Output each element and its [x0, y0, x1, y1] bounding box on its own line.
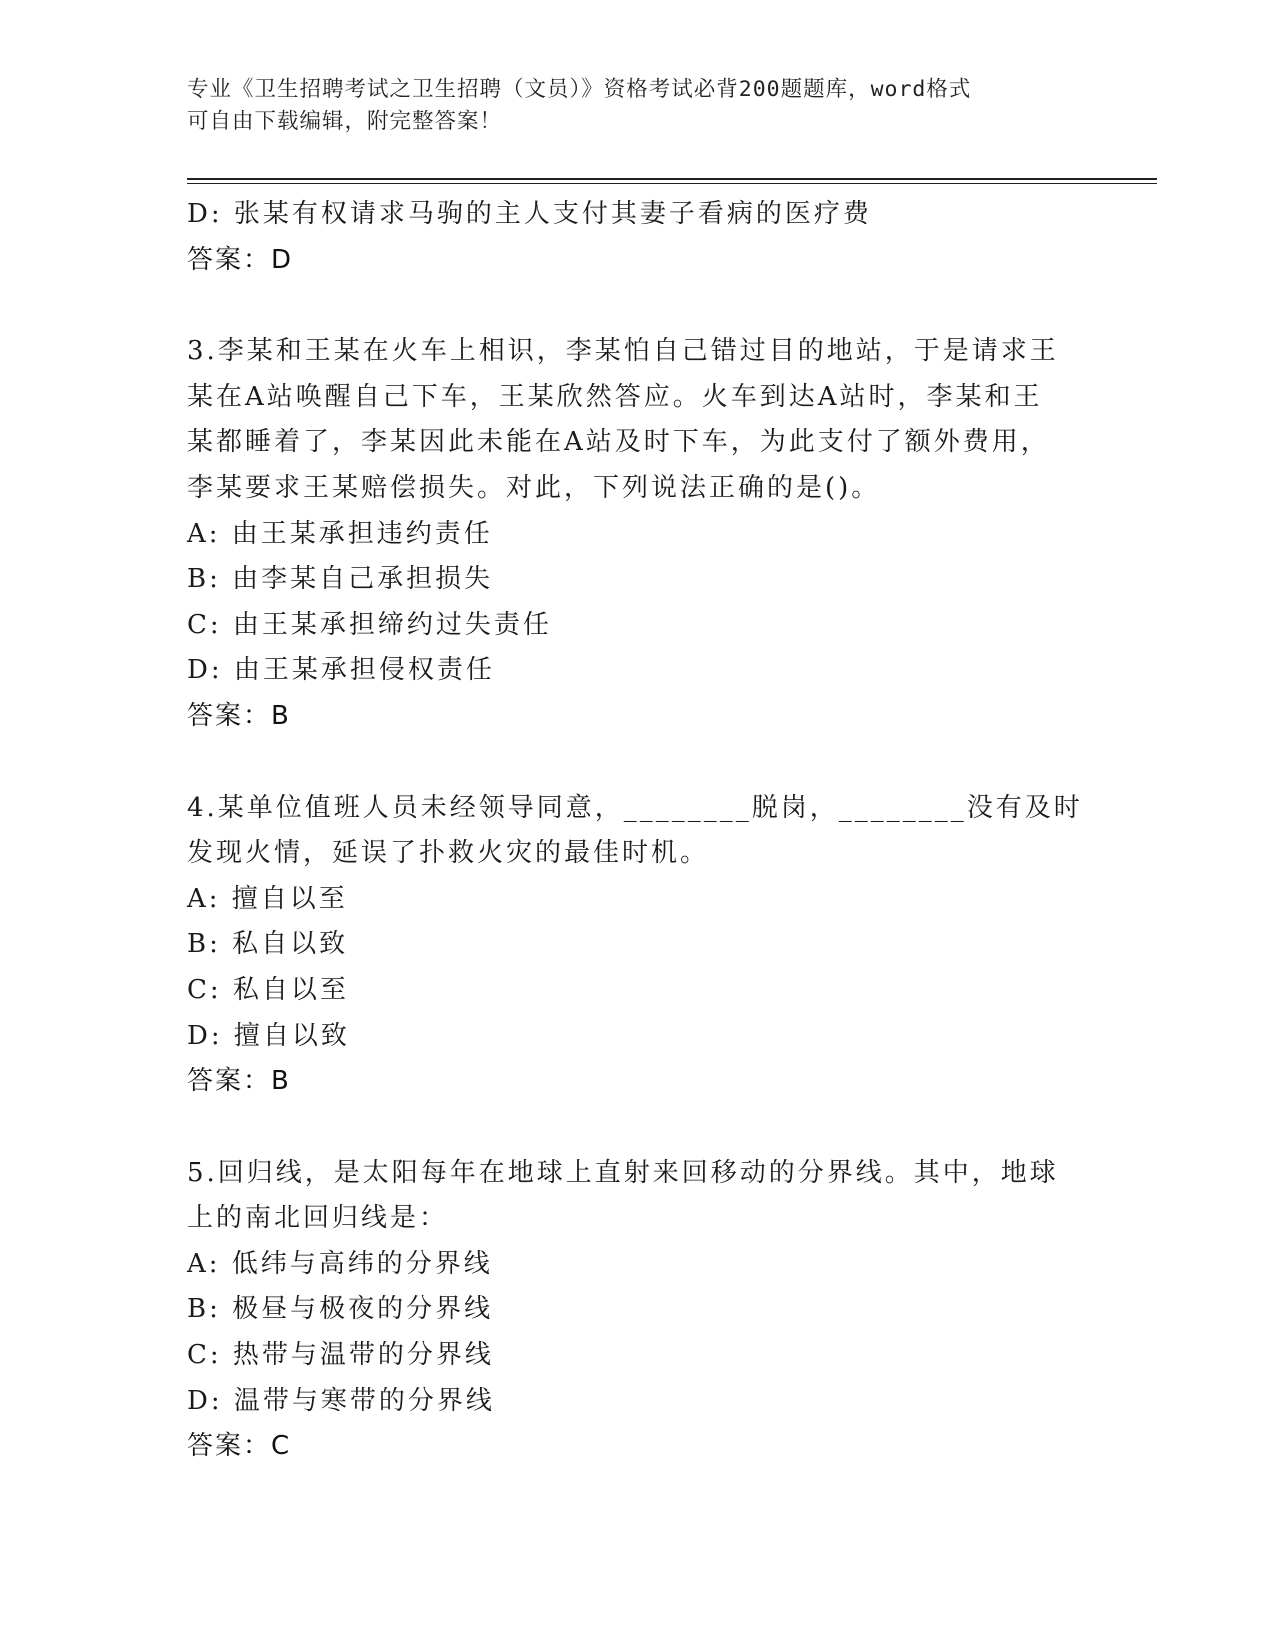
page-header [187, 74, 1067, 138]
question-stem-line: 4.某单位值班人员未经领导同意，________脱岗，________没有及时 [187, 792, 1083, 823]
option-b: B: 极昼与极夜的分界线 [187, 1294, 494, 1325]
question-3 [187, 329, 1067, 739]
option-b: B: 私自以致 [187, 929, 349, 960]
option-c: C: 私自以至 [187, 974, 349, 1005]
option-d: D: 温带与寒带的分界线 [187, 1385, 495, 1416]
question-stem-line: 某都睡着了，李某因此未能在A站及时下车，为此支付了额外费用， [187, 427, 1050, 458]
option-a: A: 擅自以至 [187, 883, 348, 914]
question-5 [187, 1151, 1067, 1470]
option-a: A: 低纬与高纬的分界线 [187, 1248, 493, 1279]
spacer [187, 740, 1067, 786]
prev-question-answer: 答案：D [187, 244, 294, 275]
question-4 [187, 786, 1083, 1105]
option-c: C: 由王某承担缔约过失责任 [187, 609, 552, 640]
answer-line: 答案：C [187, 1431, 292, 1462]
header-divider-thin [187, 183, 1157, 184]
question-stem-line: 某在A站唤醒自己下车，王某欣然答应。火车到达A站时，李某和王 [187, 381, 1043, 412]
question-stem-line: 上的南北回归线是： [187, 1203, 449, 1234]
question-list [187, 192, 1083, 1470]
prev-question-option-d: D: 张某有权请求马驹的主人支付其妻子看病的医疗费 [187, 199, 872, 229]
answer-line: 答案：B [187, 1066, 291, 1097]
option-a: A: 由王某承担违约责任 [187, 518, 493, 549]
option-d: D: 擅自以致 [187, 1020, 350, 1051]
spacer [187, 1105, 1067, 1151]
option-b: B: 由李某自己承担损失 [187, 564, 494, 595]
question-stem-line: 李某要求王某赔偿损失。对此，下列说法正确的是()。 [187, 472, 881, 503]
question-stem-line: 3.李某和王某在火车上相识，李某怕自己错过目的地站，于是请求王 [187, 336, 1059, 367]
header-divider-thick [187, 178, 1157, 180]
header-title-line-2: 可自由下载编辑，附完整答案！ [187, 109, 503, 134]
question-stem-line: 发现火情，延误了扑救火灾的最佳时机。 [187, 838, 710, 869]
question-stem-line: 5.回归线，是太阳每年在地球上直射来回移动的分界线。其中，地球 [187, 1157, 1059, 1188]
option-c: C: 热带与温带的分界线 [187, 1340, 494, 1371]
answer-line: 答案：B [187, 700, 291, 731]
option-d: D: 由王某承担侵权责任 [187, 655, 495, 686]
header-title-line-1: 专业《卫生招聘考试之卫生招聘（文员）》资格考试必背200题题库，word格式 [187, 77, 972, 102]
spacer [187, 283, 1067, 329]
